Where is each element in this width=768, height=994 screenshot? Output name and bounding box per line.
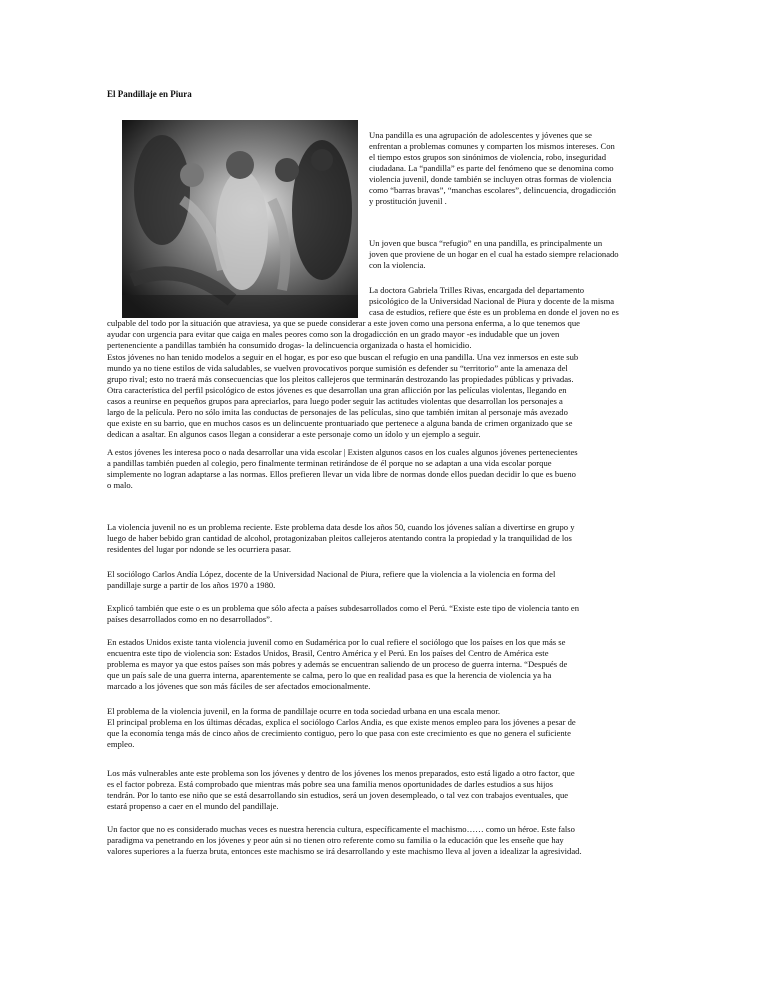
- text-line: mundo ya no tiene estilos de vida saludables, se vuelven provocativos porque sumisión es defender su “territorio” ante la amenaza del: [107, 363, 568, 373]
- text-line: Un factor que no es considerado muchas veces es nuestra herencia cultura, específicamente el machismo…… como un héroe. Este falso: [107, 824, 575, 834]
- text-line: a pandillas también pueden al colegio, pero finalmente terminan retirándose de él porque no se adaptan a una vida escolar porque: [107, 458, 552, 468]
- urban-paragraph: [107, 706, 665, 750]
- text-line: residentes del lugar por ndonde se les ocurriera pasar.: [107, 544, 291, 554]
- text-line: Estos jóvenes no han tenido modelos a seguir en el hogar, es por eso que buscan el refugio en una pandilla. Una vez inmersos en este sub: [107, 352, 579, 362]
- text-line: Un joven que busca “refugio” en una pandilla, es principalmente un: [369, 238, 603, 248]
- intro-paragraph: [369, 130, 659, 207]
- text-line: En estados Unidos existe tanta violencia juvenil como en Sudamérica por lo cual refiere el sociólogo que los países en los que más se: [107, 637, 566, 647]
- text-line: con la violencia.: [369, 260, 426, 270]
- text-line: simplemente no logran adaptarse a las normas. Ellos prefieren llevar un vida libre de normas donde ellos puedan decidir lo que es bueno: [107, 469, 576, 479]
- text-line: psicológico de la Universidad Nacional de Piura y docente de la misma: [369, 296, 615, 306]
- text-line: como “barras bravas”, “manchas escolares”, delincuencia, drogadicción: [369, 185, 616, 195]
- text-line: o malo.: [107, 480, 133, 490]
- text-line: empleo.: [107, 739, 135, 749]
- text-line: Los más vulnerables ante este problema son los jóvenes y dentro de los jóvenes los menos preparados, esto está ligado a otro factor, que: [107, 768, 575, 778]
- text-line: problema es mayor ya que estos países son más pobres y además se encuentran saliendo de un proceso de guerra interna. “Después de: [107, 659, 568, 669]
- text-line: pandillaje surge a partir de los años 1970 a 1980.: [107, 580, 276, 590]
- text-line: La doctora Gabriela Trilles Rivas, encargada del departamento: [369, 285, 585, 295]
- text-line: La violencia juvenil no es un problema reciente. Este problema data desde los años 50, cuando los jóvenes salían a divertirse en grupo y: [107, 522, 575, 532]
- culture-paragraph: [107, 824, 665, 857]
- text-line: grupo rival; esto no traerá más consecuencias que los pleitos callejeros que terminarán destrozando las propiedades públicas y privadas.: [107, 374, 574, 384]
- text-line: casos a reunirse en pequeños grupos para apreciarlos, para luego poder seguir las actitudes violentas que desarrollan los personajes a: [107, 396, 563, 406]
- text-line: ayudar con urgencia para evitar que caiga en males peores como son la drogadicción en un grado mayor -es indudable que un joven: [107, 329, 560, 339]
- text-line: el tiempo estos grupos son sinónimos de violencia, robo, inseguridad: [369, 152, 607, 162]
- models-paragraph: [107, 352, 665, 440]
- text-line: dedican a asaltar. En algunos casos llegan a considerar a este personaje como un ídolo y un ejemplo a seguir.: [107, 429, 481, 439]
- text-line: Una pandilla es una agrupación de adolescentes y jóvenes que se: [369, 130, 592, 140]
- text-line: ciudadana. La “pandilla” es parte del fenómeno que se denomina como: [369, 163, 614, 173]
- text-line: culpable del todo por la situación que atraviesa, ya que se puede considerar a este joven como una persona enferma, a lo que tenemos que: [107, 318, 580, 328]
- text-line: enfrentan a problemas comunes y comparten los mismos intereses. Con: [369, 141, 615, 151]
- history-paragraph: [107, 522, 662, 555]
- text-line: es el factor pobreza. Está comprobado que mientras más pobre sea una familia menos oportunidades de darles estudios a sus hijos: [107, 779, 554, 789]
- text-line: que la economía tenga más de cinco años de crecimiento contiguo, pero lo que pasa con este crecimiento es que no genera el suficiente: [107, 728, 571, 738]
- text-line: que un país sale de una guerra interna, aparentemente se calma, pero lo que en realidad pasa es que la herencia de violencia ya ha: [107, 670, 552, 680]
- text-line: largo de la película. Pero no sólo imita las conductas de personajes de las películas, sino que también imitan al personaje más avezado: [107, 407, 568, 417]
- text-line: El sociólogo Carlos Andía López, docente de la Universidad Nacional de Piura, refiere que la violencia a la violencia en forma del: [107, 569, 556, 579]
- doctor-paragraph-bottom: [107, 307, 662, 351]
- vulnerable-paragraph: [107, 768, 665, 812]
- text-line: valores superiores a la fuerza bruta, entonces este machismo se irá desarrollando y este machismo lleva al joven a idealizar la agresividad.: [107, 846, 582, 856]
- text-line: tendrán. Por lo tanto ese niño que se está desarrollando sin estudios, será un joven desempleado, o tal vez con trabajos eventuales, que: [107, 790, 569, 800]
- text-line: El problema de la violencia juvenil, en la forma de pandillaje ocurre en toda sociedad urbana en una escala menor.: [107, 706, 501, 716]
- text-line: encuentra este tipo de violencia son: Estados Unidos, Brasil, Centro América y el Perú. En los países del Centro de América este: [107, 648, 549, 658]
- photo-icon: [122, 120, 358, 318]
- text-line: casa de estudios, refiere que éste es un problema en donde el joven no es: [369, 307, 619, 317]
- text-line: que existe en su barrio, que en muchos casos es un delincuente prontuariado que pertenece a alguna banda de crimen organizado que se: [107, 418, 573, 428]
- text-line: países desarrollados como en no desarrollados”.: [107, 614, 273, 624]
- text-line: estará propenso a caer en el mundo del pandillaje.: [107, 801, 279, 811]
- text-line: luego de haber bebido gran cantidad de alcohol, protagonizaban pleitos callejeros atentando contra la propiedad y la tranquilidad de los: [107, 533, 572, 543]
- explained-paragraph: [107, 603, 662, 625]
- refuge-paragraph: [369, 238, 661, 271]
- text-line: Otra característica del perfil psicológico de estos jóvenes es que desarrollan una gran aflicción por las películas violentas, llegando en: [107, 385, 567, 395]
- text-line: pertenenciente a pandillas también ha consumido drogas- la delincuencia organizada o hasta el homicidio.: [107, 340, 472, 350]
- school-paragraph: [107, 447, 665, 491]
- text-line: y prostitución juvenil .: [369, 196, 447, 206]
- text-line: A estos jóvenes les interesa poco o nada desarrollar una vida escolar | Existen algunos casos en los cuales algunos jóvenes pertenecientes: [107, 447, 578, 457]
- text-line: El principal problema en los últimas décadas, explica el sociólogo Carlos Andia, es que existe menos empleo para los jóvenes a pesar de: [107, 717, 576, 727]
- doctor-paragraph-top: [369, 285, 661, 307]
- sociologist-paragraph: [107, 569, 662, 591]
- usa-paragraph: [107, 637, 665, 692]
- text-line: joven que proviene de un hogar en el cual ha estado siempre relacionado: [369, 249, 619, 259]
- text-line: marcado a los jóvenes que son más fáciles de ser afectados emocionalmente.: [107, 681, 371, 691]
- text-line: Explicó también que este o es un problema que sólo afecta a países subdesarrollados como el Perú. “Existe este tipo de violencia tanto en: [107, 603, 580, 613]
- document-title: El Pandillaje en Piura: [107, 89, 192, 99]
- gang-photo: [122, 120, 358, 318]
- text-line: paradigma va penetrando en los jóvenes y peor aún si no tienen otro referente como su familia o la educación que les enseñe que hay: [107, 835, 564, 845]
- text-line: violencia juvenil, donde también se incluyen otras formas de violencia: [369, 174, 612, 184]
